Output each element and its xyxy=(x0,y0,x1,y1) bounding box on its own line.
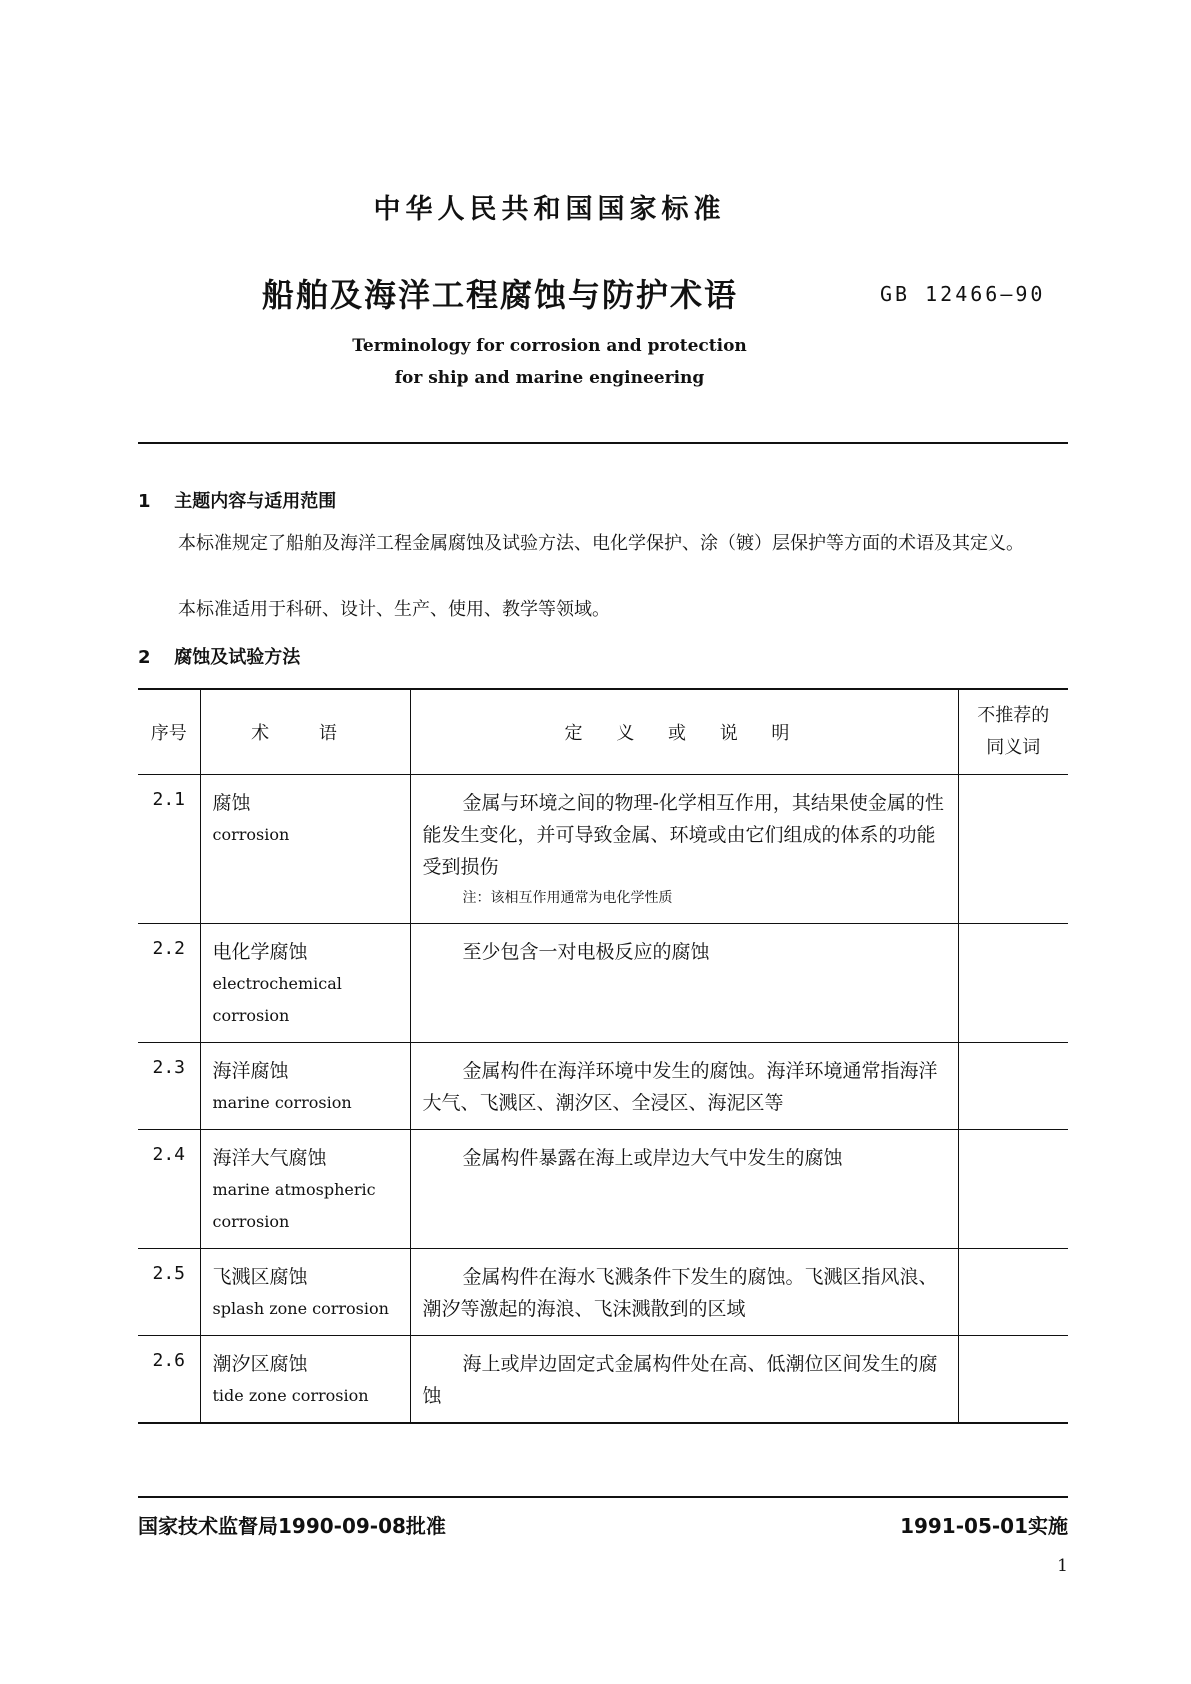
english-title-line2: for ship and marine engineering xyxy=(394,368,705,388)
row-synonym xyxy=(958,1130,1068,1249)
table-row xyxy=(138,1249,1068,1336)
definition-text: 金属构件在海洋环境中发生的腐蚀。海洋环境通常指海洋大气、飞溅区、潮汐区、全浸区、海泥区等 xyxy=(422,1060,938,1114)
row-number: 2.3 xyxy=(138,1043,200,1130)
table-row xyxy=(138,924,1068,1043)
row-term xyxy=(200,775,410,924)
term-zh: 飞溅区腐蚀 xyxy=(212,1266,308,1288)
header-definition: 定 义 或 说 明 xyxy=(410,689,958,775)
row-synonym xyxy=(958,775,1068,924)
definition-text: 金属与环境之间的物理-化学相互作用，其结果使金属的性能发生变化，并可导致金属、环境或由它们组成的体系的功能受到损伤 xyxy=(422,792,944,878)
section2-title: 腐蚀及试验方法 xyxy=(174,647,301,668)
term-en: marine atmospheric corrosion xyxy=(212,1180,376,1231)
header-number: 序号 xyxy=(138,689,200,775)
row-number: 2.4 xyxy=(138,1130,200,1249)
document-title: 船舶及海洋工程腐蚀与防护术语 xyxy=(262,276,739,314)
row-synonym xyxy=(958,1336,1068,1424)
row-term xyxy=(200,1336,410,1424)
term-en: tide zone corrosion xyxy=(212,1386,369,1405)
row-synonym xyxy=(958,924,1068,1043)
row-number: 2.1 xyxy=(138,775,200,924)
row-term xyxy=(200,1130,410,1249)
header-synonym xyxy=(958,689,1068,775)
term-en: corrosion xyxy=(212,825,290,844)
section1-heading xyxy=(138,487,336,513)
standard-name: 中华人民共和国国家标准 xyxy=(373,194,726,225)
section1-number: 1 xyxy=(138,491,151,512)
row-definition xyxy=(410,1043,958,1130)
definition-text: 金属构件在海水飞溅条件下发生的腐蚀。飞溅区指风浪、潮汐等激起的海浪、飞沫溅散到的区域 xyxy=(422,1266,938,1320)
term-zh: 海洋腐蚀 xyxy=(212,1060,289,1082)
table-row xyxy=(138,1043,1068,1130)
terms-table xyxy=(138,688,1068,1424)
definition-text: 至少包含一对电极反应的腐蚀 xyxy=(462,941,710,963)
section2-heading xyxy=(138,643,300,669)
effective-date: 1991-05-01实施 xyxy=(900,1514,1068,1538)
term-en: electrochemical corrosion xyxy=(212,974,342,1025)
row-synonym xyxy=(958,1249,1068,1336)
row-term xyxy=(200,1043,410,1130)
definition-text: 金属构件暴露在海上或岸边大气中发生的腐蚀 xyxy=(462,1147,843,1169)
definition-text: 海上或岸边固定式金属构件处在高、低潮位区间发生的腐蚀 xyxy=(422,1353,938,1407)
term-zh: 海洋大气腐蚀 xyxy=(212,1147,327,1169)
footer-divider xyxy=(138,1496,1068,1498)
term-en: marine corrosion xyxy=(212,1093,352,1112)
row-definition xyxy=(410,924,958,1043)
term-zh: 腐蚀 xyxy=(212,792,251,814)
definition-note: 注：该相互作用通常为电化学性质 xyxy=(462,890,673,906)
header-divider xyxy=(138,442,1068,444)
row-number: 2.2 xyxy=(138,924,200,1043)
standard-code: GB 12466—90 xyxy=(880,282,1046,306)
english-title-line1: Terminology for corrosion and protection xyxy=(352,336,747,356)
term-zh: 潮汐区腐蚀 xyxy=(212,1353,308,1375)
section1-title: 主题内容与适用范围 xyxy=(174,491,337,512)
row-definition xyxy=(410,1249,958,1336)
row-definition xyxy=(410,775,958,924)
term-en: splash zone corrosion xyxy=(212,1299,389,1318)
table-row xyxy=(138,1130,1068,1249)
term-zh: 电化学腐蚀 xyxy=(212,941,308,963)
section2-number: 2 xyxy=(138,647,151,668)
page-number: 1 xyxy=(1057,1556,1068,1576)
header-synonym-line1: 不推荐的 xyxy=(977,705,1050,726)
row-term xyxy=(200,1249,410,1336)
table-header-row xyxy=(138,689,1068,775)
row-term xyxy=(200,924,410,1043)
table-row xyxy=(138,1336,1068,1424)
row-number: 2.6 xyxy=(138,1336,200,1424)
row-number: 2.5 xyxy=(138,1249,200,1336)
section1-paragraph2: 本标准适用于科研、设计、生产、使用、教学等领域。 xyxy=(178,599,610,620)
table-row xyxy=(138,775,1068,924)
row-definition xyxy=(410,1336,958,1424)
approval-statement: 国家技术监督局1990-09-08批准 xyxy=(138,1514,446,1538)
row-definition xyxy=(410,1130,958,1249)
header-term: 术 语 xyxy=(200,689,410,775)
header-synonym-line2: 同义词 xyxy=(986,737,1041,758)
row-synonym xyxy=(958,1043,1068,1130)
section1-paragraph1: 本标准规定了船舶及海洋工程金属腐蚀及试验方法、电化学保护、涂（镀）层保护等方面的术语及其定义。 xyxy=(178,533,1024,554)
